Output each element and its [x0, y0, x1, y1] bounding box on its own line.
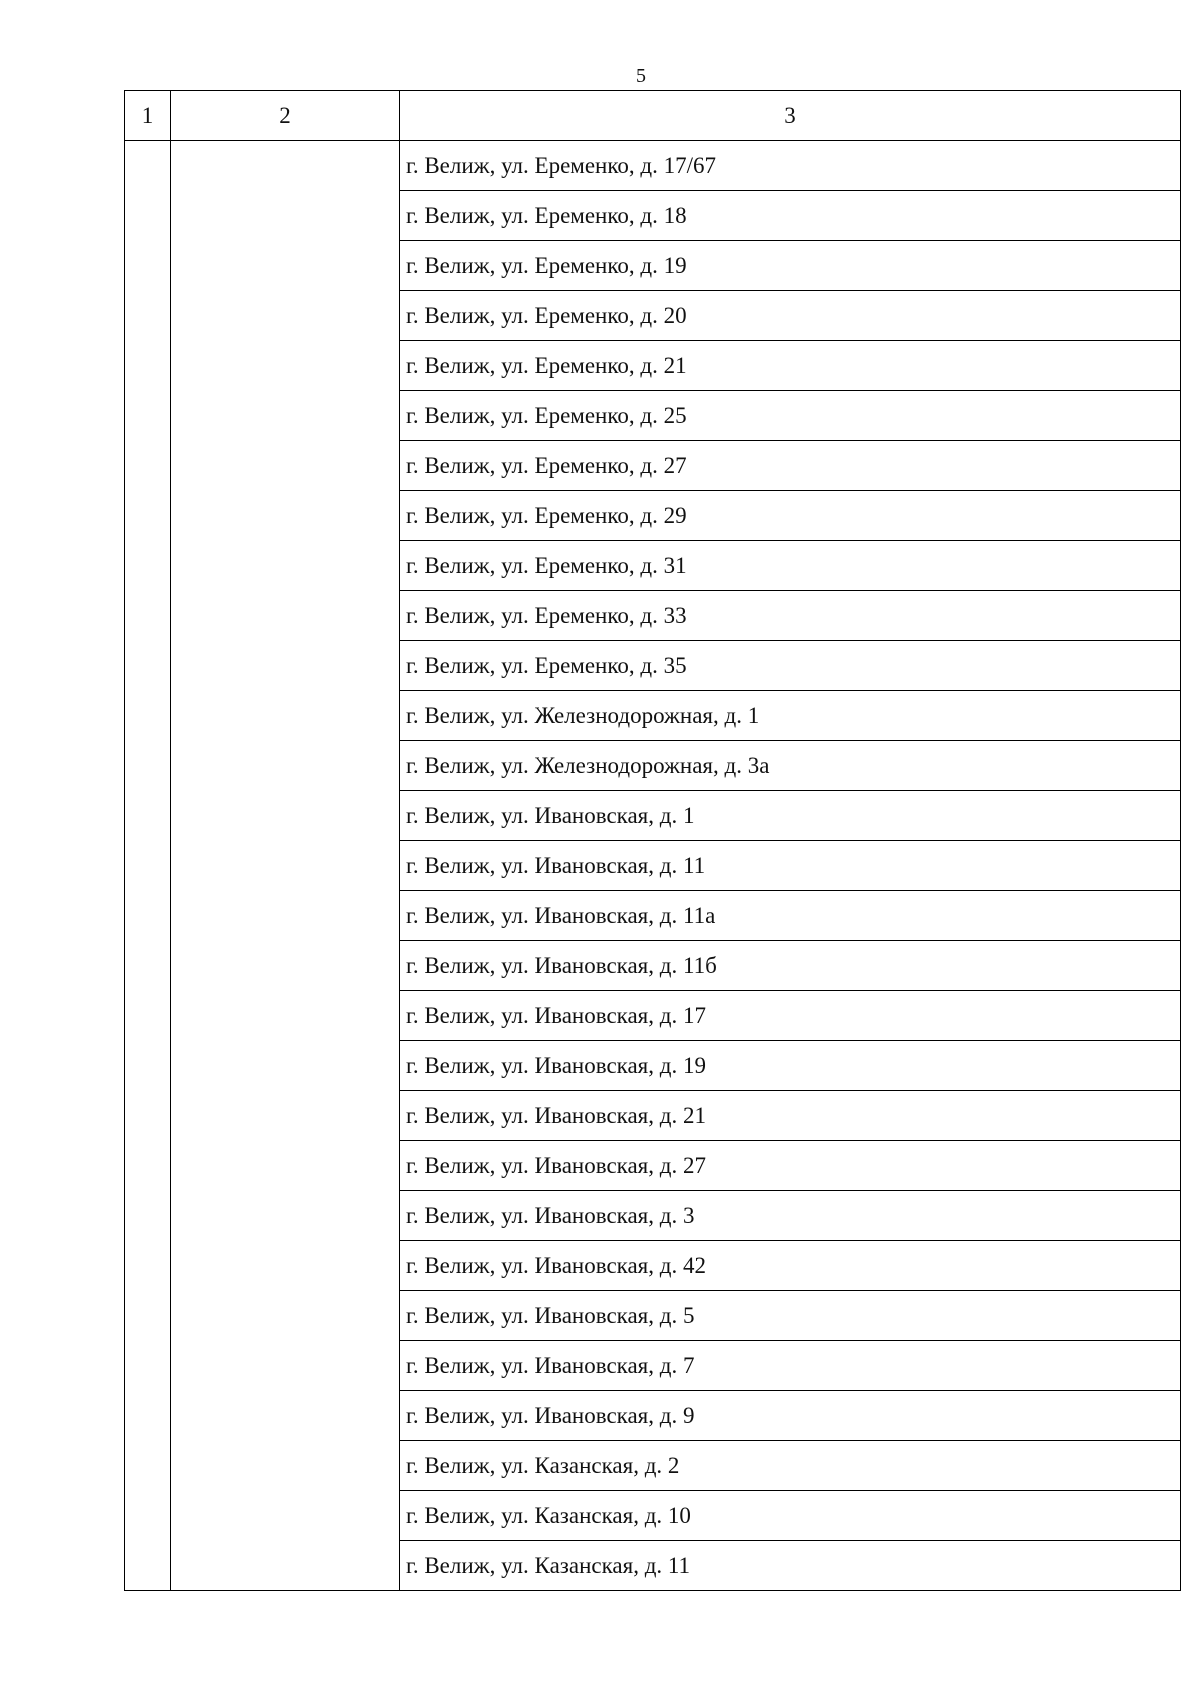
- address-cell: г. Велиж, ул. Ивановская, д. 21: [400, 1091, 1181, 1141]
- column-1-cell: [125, 141, 171, 1591]
- address-cell: г. Велиж, ул. Еременко, д. 31: [400, 541, 1181, 591]
- address-table: [124, 90, 1181, 1591]
- address-cell: г. Велиж, ул. Железнодорожная, д. 3а: [400, 741, 1181, 791]
- address-cell: г. Велиж, ул. Казанская, д. 11: [400, 1541, 1181, 1591]
- page-number: 5: [636, 65, 646, 87]
- address-cell: г. Велиж, ул. Ивановская, д. 3: [400, 1191, 1181, 1241]
- address-cell: г. Велиж, ул. Еременко, д. 35: [400, 641, 1181, 691]
- address-cell: г. Велиж, ул. Еременко, д. 33: [400, 591, 1181, 641]
- address-cell: г. Велиж, ул. Еременко, д. 25: [400, 391, 1181, 441]
- column-header-2: 2: [171, 91, 400, 141]
- address-cell: г. Велиж, ул. Еременко, д. 18: [400, 191, 1181, 241]
- address-cell: г. Велиж, ул. Ивановская, д. 11: [400, 841, 1181, 891]
- address-cell: г. Велиж, ул. Ивановская, д. 27: [400, 1141, 1181, 1191]
- address-cell: г. Велиж, ул. Ивановская, д. 5: [400, 1291, 1181, 1341]
- address-cell: г. Велиж, ул. Ивановская, д. 7: [400, 1341, 1181, 1391]
- address-cell: г. Велиж, ул. Казанская, д. 2: [400, 1441, 1181, 1491]
- table-header-row: [125, 91, 1181, 141]
- address-cell: г. Велиж, ул. Железнодорожная, д. 1: [400, 691, 1181, 741]
- address-cell: г. Велиж, ул. Еременко, д. 17/67: [400, 141, 1181, 191]
- address-cell: г. Велиж, ул. Еременко, д. 27: [400, 441, 1181, 491]
- address-cell: г. Велиж, ул. Ивановская, д. 17: [400, 991, 1181, 1041]
- table-row: [125, 141, 1181, 191]
- column-header-3: 3: [400, 91, 1181, 141]
- address-cell: г. Велиж, ул. Ивановская, д. 19: [400, 1041, 1181, 1091]
- column-2-cell: [171, 141, 400, 1591]
- address-cell: г. Велиж, ул. Ивановская, д. 42: [400, 1241, 1181, 1291]
- column-header-1: 1: [125, 91, 171, 141]
- address-cell: г. Велиж, ул. Ивановская, д. 11а: [400, 891, 1181, 941]
- address-cell: г. Велиж, ул. Ивановская, д. 1: [400, 791, 1181, 841]
- address-cell: г. Велиж, ул. Еременко, д. 29: [400, 491, 1181, 541]
- address-cell: г. Велиж, ул. Казанская, д. 10: [400, 1491, 1181, 1541]
- address-cell: г. Велиж, ул. Ивановская, д. 11б: [400, 941, 1181, 991]
- address-cell: г. Велиж, ул. Еременко, д. 21: [400, 341, 1181, 391]
- address-cell: г. Велиж, ул. Ивановская, д. 9: [400, 1391, 1181, 1441]
- address-cell: г. Велиж, ул. Еременко, д. 19: [400, 241, 1181, 291]
- address-cell: г. Велиж, ул. Еременко, д. 20: [400, 291, 1181, 341]
